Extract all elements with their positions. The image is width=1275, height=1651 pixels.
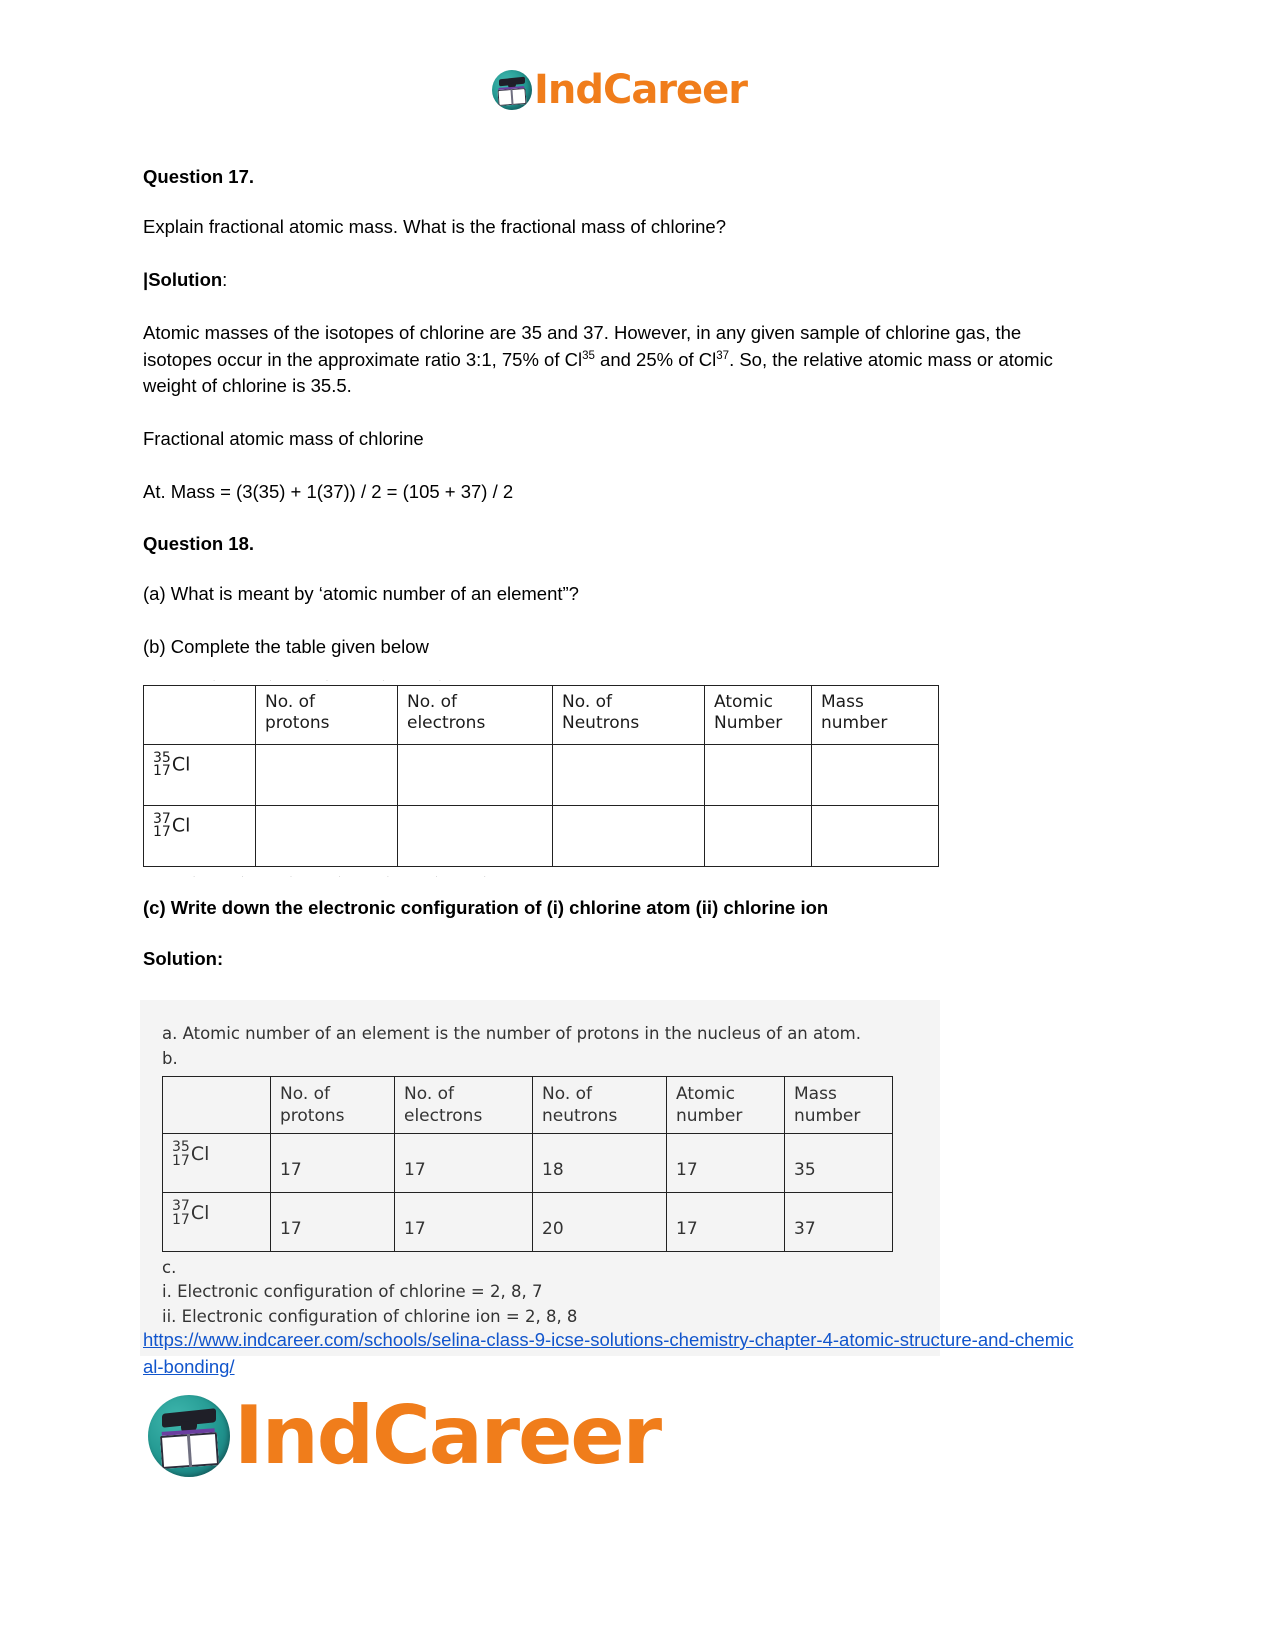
solution-item-c-group [162, 1256, 918, 1330]
question-18-part-c: (c) Write down the electronic configuration of (i) chlorine atom (ii) chlorine ion [143, 896, 829, 918]
header-line-1: Atomic [714, 691, 774, 712]
mass-number: 35 [153, 749, 171, 766]
row-label-cl37 [163, 1192, 271, 1251]
answer-part-3: . So, the relative atomic mass or atomic weight of chlorine is 35.5. [143, 348, 1053, 397]
question-18-part-a: (a) What is meant by ‘atomic number of an element”? [143, 582, 579, 604]
element-symbol: Cl [190, 1142, 210, 1165]
cell-electrons: 17 [395, 1133, 533, 1192]
header-line-1: No. of [407, 691, 458, 712]
cell-electrons [398, 805, 553, 866]
header-line-1: Atomic [676, 1083, 736, 1104]
header-line-1: Mass [821, 691, 864, 712]
cell-protons: 17 [271, 1133, 395, 1192]
row-label-cl35 [144, 744, 256, 805]
url-line-2: cture-and-chemical-bonding/ [143, 1329, 1074, 1377]
cell-electrons: 17 [395, 1192, 533, 1251]
header-cell-mass-number [785, 1076, 893, 1133]
cell-neutrons [553, 744, 705, 805]
cell-protons [256, 744, 398, 805]
header-line-2: electrons [404, 1105, 483, 1126]
cell-atomic-number [705, 805, 812, 866]
header-cell-atomic-number [667, 1076, 785, 1133]
cell-mass-number: 37 [785, 1192, 893, 1251]
table-header-row [144, 685, 939, 744]
header-line-2: Neutrons [562, 713, 640, 734]
solution-heading: Solution: [143, 948, 224, 970]
question-17-text: Explain fractional atomic mass. What is the fractional mass of chlorine? [143, 216, 726, 238]
header-line-2: number [794, 1105, 861, 1126]
answer-paragraph [143, 320, 1083, 400]
header-line-2: protons [280, 1105, 345, 1126]
header-cell-protons [256, 685, 398, 744]
header-line-1: Mass [794, 1083, 837, 1104]
scan-artifact-top: . . . . . [213, 673, 468, 683]
header-cell-atomic-number [705, 685, 812, 744]
cell-electrons [398, 744, 553, 805]
question-17-heading: Question 17. [143, 166, 255, 187]
cell-atomic-number [705, 744, 812, 805]
table-row [163, 1192, 893, 1251]
row-label-cl35 [163, 1133, 271, 1192]
table-header-row [163, 1076, 893, 1133]
cell-neutrons [553, 805, 705, 866]
mass-number: 35 [172, 1139, 190, 1156]
at-mass-formula: At. Mass = (3(35) + 1(37)) / 2 = (105 + 37) / 2 [143, 481, 514, 502]
cell-neutrons: 20 [533, 1192, 667, 1251]
header-line-1: No. of [265, 691, 316, 712]
header-brand-logo [0, 67, 1275, 128]
graduation-cap-book-icon [148, 1395, 230, 1477]
solution-item-c-ii: ii. Electronic configuration of chlorine ion = 2, 8, 8 [162, 1307, 578, 1327]
cell-protons: 17 [271, 1192, 395, 1251]
cell-neutrons: 18 [533, 1133, 667, 1192]
header-line-2: Number [714, 713, 783, 734]
table-row [144, 744, 939, 805]
atomic-number: 17 [172, 1211, 190, 1228]
url-line-1: https://www.indcareer.com/schools/selina-class-9-icse-solutions-chemistry-chapter-4-atomic-stru [143, 1329, 931, 1350]
brand-wordmark: IndCareer [533, 67, 748, 113]
solution-item-c: c. [162, 1257, 177, 1277]
header-line-2: number [676, 1105, 743, 1126]
atomic-number: 17 [172, 1152, 190, 1169]
brand-wordmark: IndCareer [234, 1389, 661, 1482]
solution-label: Solution [148, 268, 223, 290]
header-line-1: No. of [562, 691, 613, 712]
isotope-table-filled [162, 1076, 893, 1252]
source-url-link[interactable] [143, 1327, 1078, 1381]
fractional-mass-line: Fractional atomic mass of chlorine [143, 428, 424, 450]
atomic-number: 17 [153, 763, 171, 780]
row-label-cl37 [144, 805, 256, 866]
solution-marker: | [143, 268, 149, 290]
isotope-superscript-37: 37 [716, 349, 730, 362]
element-symbol: Cl [171, 814, 191, 837]
header-line-2: protons [265, 713, 330, 734]
header-cell-blank [163, 1076, 271, 1133]
mass-number: 37 [153, 810, 171, 827]
question-18-heading: Question 18. [143, 532, 255, 554]
header-line-1: No. of [404, 1083, 455, 1104]
question-18-part-b: (b) Complete the table given below [143, 635, 429, 657]
cell-atomic-number: 17 [667, 1133, 785, 1192]
element-symbol: Cl [171, 753, 191, 776]
answer-part-2: and 25% of Cl [594, 348, 717, 370]
footer-brand-logo [148, 1389, 661, 1482]
header-cell-neutrons [533, 1076, 667, 1133]
solution-item-b: b. [162, 1048, 178, 1068]
atomic-number: 17 [153, 824, 171, 841]
graduation-cap-book-icon [492, 70, 532, 110]
cell-atomic-number: 17 [667, 1192, 785, 1251]
mass-number: 37 [172, 1198, 190, 1215]
solution-item-c-i: i. Electronic configuration of chlorine = 2, 8, 7 [162, 1282, 543, 1302]
header-line-1: No. of [280, 1083, 331, 1104]
element-symbol: Cl [190, 1201, 210, 1224]
header-line-2: neutrons [542, 1105, 618, 1126]
solution-label-line [143, 267, 1083, 294]
isotope-table-blank [143, 685, 939, 867]
isotope-superscript-35: 35 [582, 349, 595, 362]
solution-answer-box [140, 1000, 940, 1356]
answer-part-1: Atomic masses of the isotopes of chlorine are 35 and 37. However, in any given sample of chlorine gas, the isotopes occur in the approximate ratio 3:1, 75% of Cl [143, 321, 1022, 370]
header-line-2: electrons [407, 713, 486, 734]
cell-mass-number [812, 744, 939, 805]
header-cell-electrons [398, 685, 553, 744]
header-cell-mass-number [812, 685, 939, 744]
header-cell-blank [144, 685, 256, 744]
solution-label-suffix: : [222, 268, 228, 290]
solution-item-a: a. Atomic number of an element is the number of protons in the nucleus of an atom. [162, 1024, 862, 1043]
table-row [144, 805, 939, 866]
blank-table-block [143, 673, 1083, 879]
header-line-1: No. of [542, 1083, 593, 1104]
document-body [143, 165, 1083, 997]
header-cell-neutrons [553, 685, 705, 744]
cell-mass-number: 35 [785, 1133, 893, 1192]
header-line-2: number [821, 713, 888, 734]
header-cell-protons [271, 1076, 395, 1133]
cell-mass-number [812, 805, 939, 866]
cell-protons [256, 805, 398, 866]
scan-artifact-bottom: . . . . . . . [193, 869, 508, 879]
header-cell-electrons [395, 1076, 533, 1133]
table-row [163, 1133, 893, 1192]
